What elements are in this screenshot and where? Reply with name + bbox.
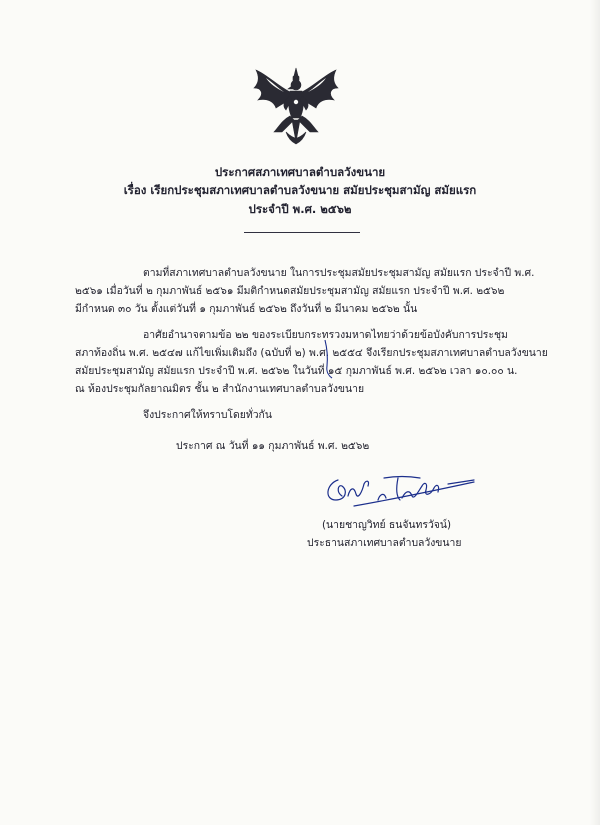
announcement-date: ประกาศ ณ วันที่ ๑๑ กุมภาพันธ์ พ.ศ. ๒๕๖๒ [176,440,370,452]
paragraph1-line3: มีกำหนด ๓๐ วัน ตั้งแต่วันที่ ๑ กุมภาพันธ์ ๒๕๖๒ ถึงวันที่ ๒ มีนาคม ๒๕๖๒ นั้น [75,303,418,315]
signer-position: ประธานสภาเทศบาลตำบลวังขนาย [307,537,462,549]
signer-name: (นายชาญวิทย์ ธนจันทรวัจน์) [322,519,452,531]
garuda-emblem-icon [252,66,340,146]
announcement-title: ประกาศสภาเทศบาลตำบลวังขนาย [214,165,386,179]
paragraph2-line2: สภาท้องถิ่น พ.ศ. ๒๕๔๗ แก้ไขเพิ่มเติมถึง (ฉบับที่ ๒) พ.ศ. ๒๕๕๔ จึงเรียกประชุมสภาเทศบาลตำบลวังขนาย [75,347,548,359]
handwritten-signature-icon [318,470,478,510]
paragraph2-line4: ณ ห้องประชุมกัลยาณมิตร ชั้น ๒ สำนักงานเทศบาลตำบลวังขนาย [75,383,365,395]
pen-correction-mark-icon [322,338,336,380]
header-divider [244,232,360,233]
paragraph1-line2: ๒๕๖๑ เมื่อวันที่ ๒ กุมภาพันธ์ ๒๕๖๑ มีมติกำหนดสมัยประชุมสามัญ สมัยแรก ประจำปี พ.ศ. ๒๕๖๒ [75,285,505,297]
page-edge-shadow [590,0,600,825]
paragraph2-line1: อาศัยอำนาจตามข้อ ๒๒ ของระเบียบกระทรวงมหาดไทยว่าด้วยข้อบังคับการประชุม [143,329,508,341]
paragraph2-line3: สมัยประชุมสามัญ สมัยแรก ประจำปี พ.ศ. ๒๕๖๒ ในวันที่ ๑๕ กุมภาพันธ์ พ.ศ. ๒๕๖๒ เวลา ๑๐.๐๐ น. [75,365,518,377]
paragraph1-line1: ตามที่สภาเทศบาลตำบลวังขนาย ในการประชุมสมัยประชุมสามัญ สมัยแรก ประจำปี พ.ศ. [143,267,535,279]
subject-line: เรื่อง เรียกประชุมสภาเทศบาลตำบลวังขนาย สมัยประชุมสามัญ สมัยแรก [123,183,477,197]
fiscal-year-line: ประจำปี พ.ศ. ๒๕๖๒ [248,202,352,216]
announcement-closing: จึงประกาศให้ทราบโดยทั่วกัน [143,409,272,421]
